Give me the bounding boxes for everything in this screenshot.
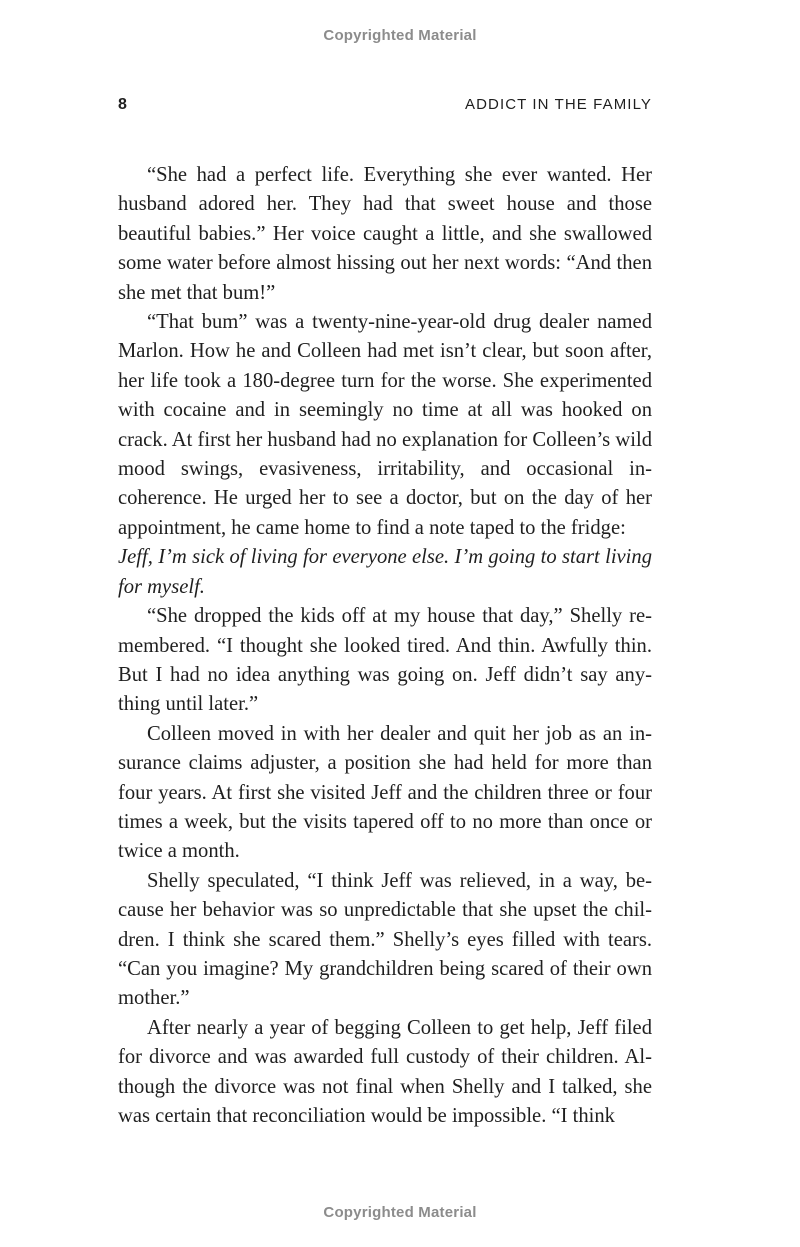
paragraph: “She dropped the kids off at my house that day,” Shelly remembered. “I thought she looked tired. And thin. Awfully thin. But I had no idea anything was going on. Jeff didn’t say anything until later.” (118, 605, 652, 716)
paragraph: Shelly speculated, “I think Jeff was relieved, in a way, because her behavior was so unpredictable that she upset the children. I think she scared them.” Shelly’s eyes filled with tears. “Can you imagine? My grandchildren being scared of their own mother.” (118, 869, 652, 1010)
running-header (118, 96, 652, 116)
book-title: ADDICT IN THE FAMILY (464, 96, 652, 113)
page-body (118, 161, 652, 1131)
copyright-watermark-bottom: Copyrighted Material (323, 1204, 477, 1221)
paragraph: After nearly a year of begging Colleen to get help, Jeff filed for divorce and was awarded full custody of their children. Although the divorce was not final when Shelly and I talked, she was certain that reconciliation would be impossible. “I think (118, 1016, 652, 1127)
paragraph: Colleen moved in with her dealer and quit her job as an insurance claims adjuster, a position she had held for more than four years. At first she visited Jeff and the children three or four times a week, but the visits tapered off to no more than once or twice a month. (118, 722, 652, 863)
paragraph: “She had a perfect life. Everything she ever wanted. Her husband adored her. They had that sweet house and those beautiful babies.” Her voice caught a little, and she swallowed some water before almost hissing out her next words: “And then she met that bum!” (118, 164, 652, 304)
copyright-watermark-top: Copyrighted Material (323, 27, 477, 44)
quoted-note: Jeff, I’m sick of living for everyone else. I’m going to start living for myself. (118, 546, 652, 598)
page-number: 8 (118, 96, 127, 113)
paragraph: “That bum” was a twenty-nine-year-old drug dealer named Marlon. How he and Colleen had met isn’t clear, but soon after, her life took a 180-degree turn for the worse. She experimented with cocaine and in seemingly no time at all was hooked on crack. At first her husband had no explanation for Colleen’s wild mood swings, evasiveness, irritability, and occasional incoherence. He urged her to see a doctor, but on the day of her appointment, he came home to find a note taped to the fridge: (118, 311, 652, 539)
